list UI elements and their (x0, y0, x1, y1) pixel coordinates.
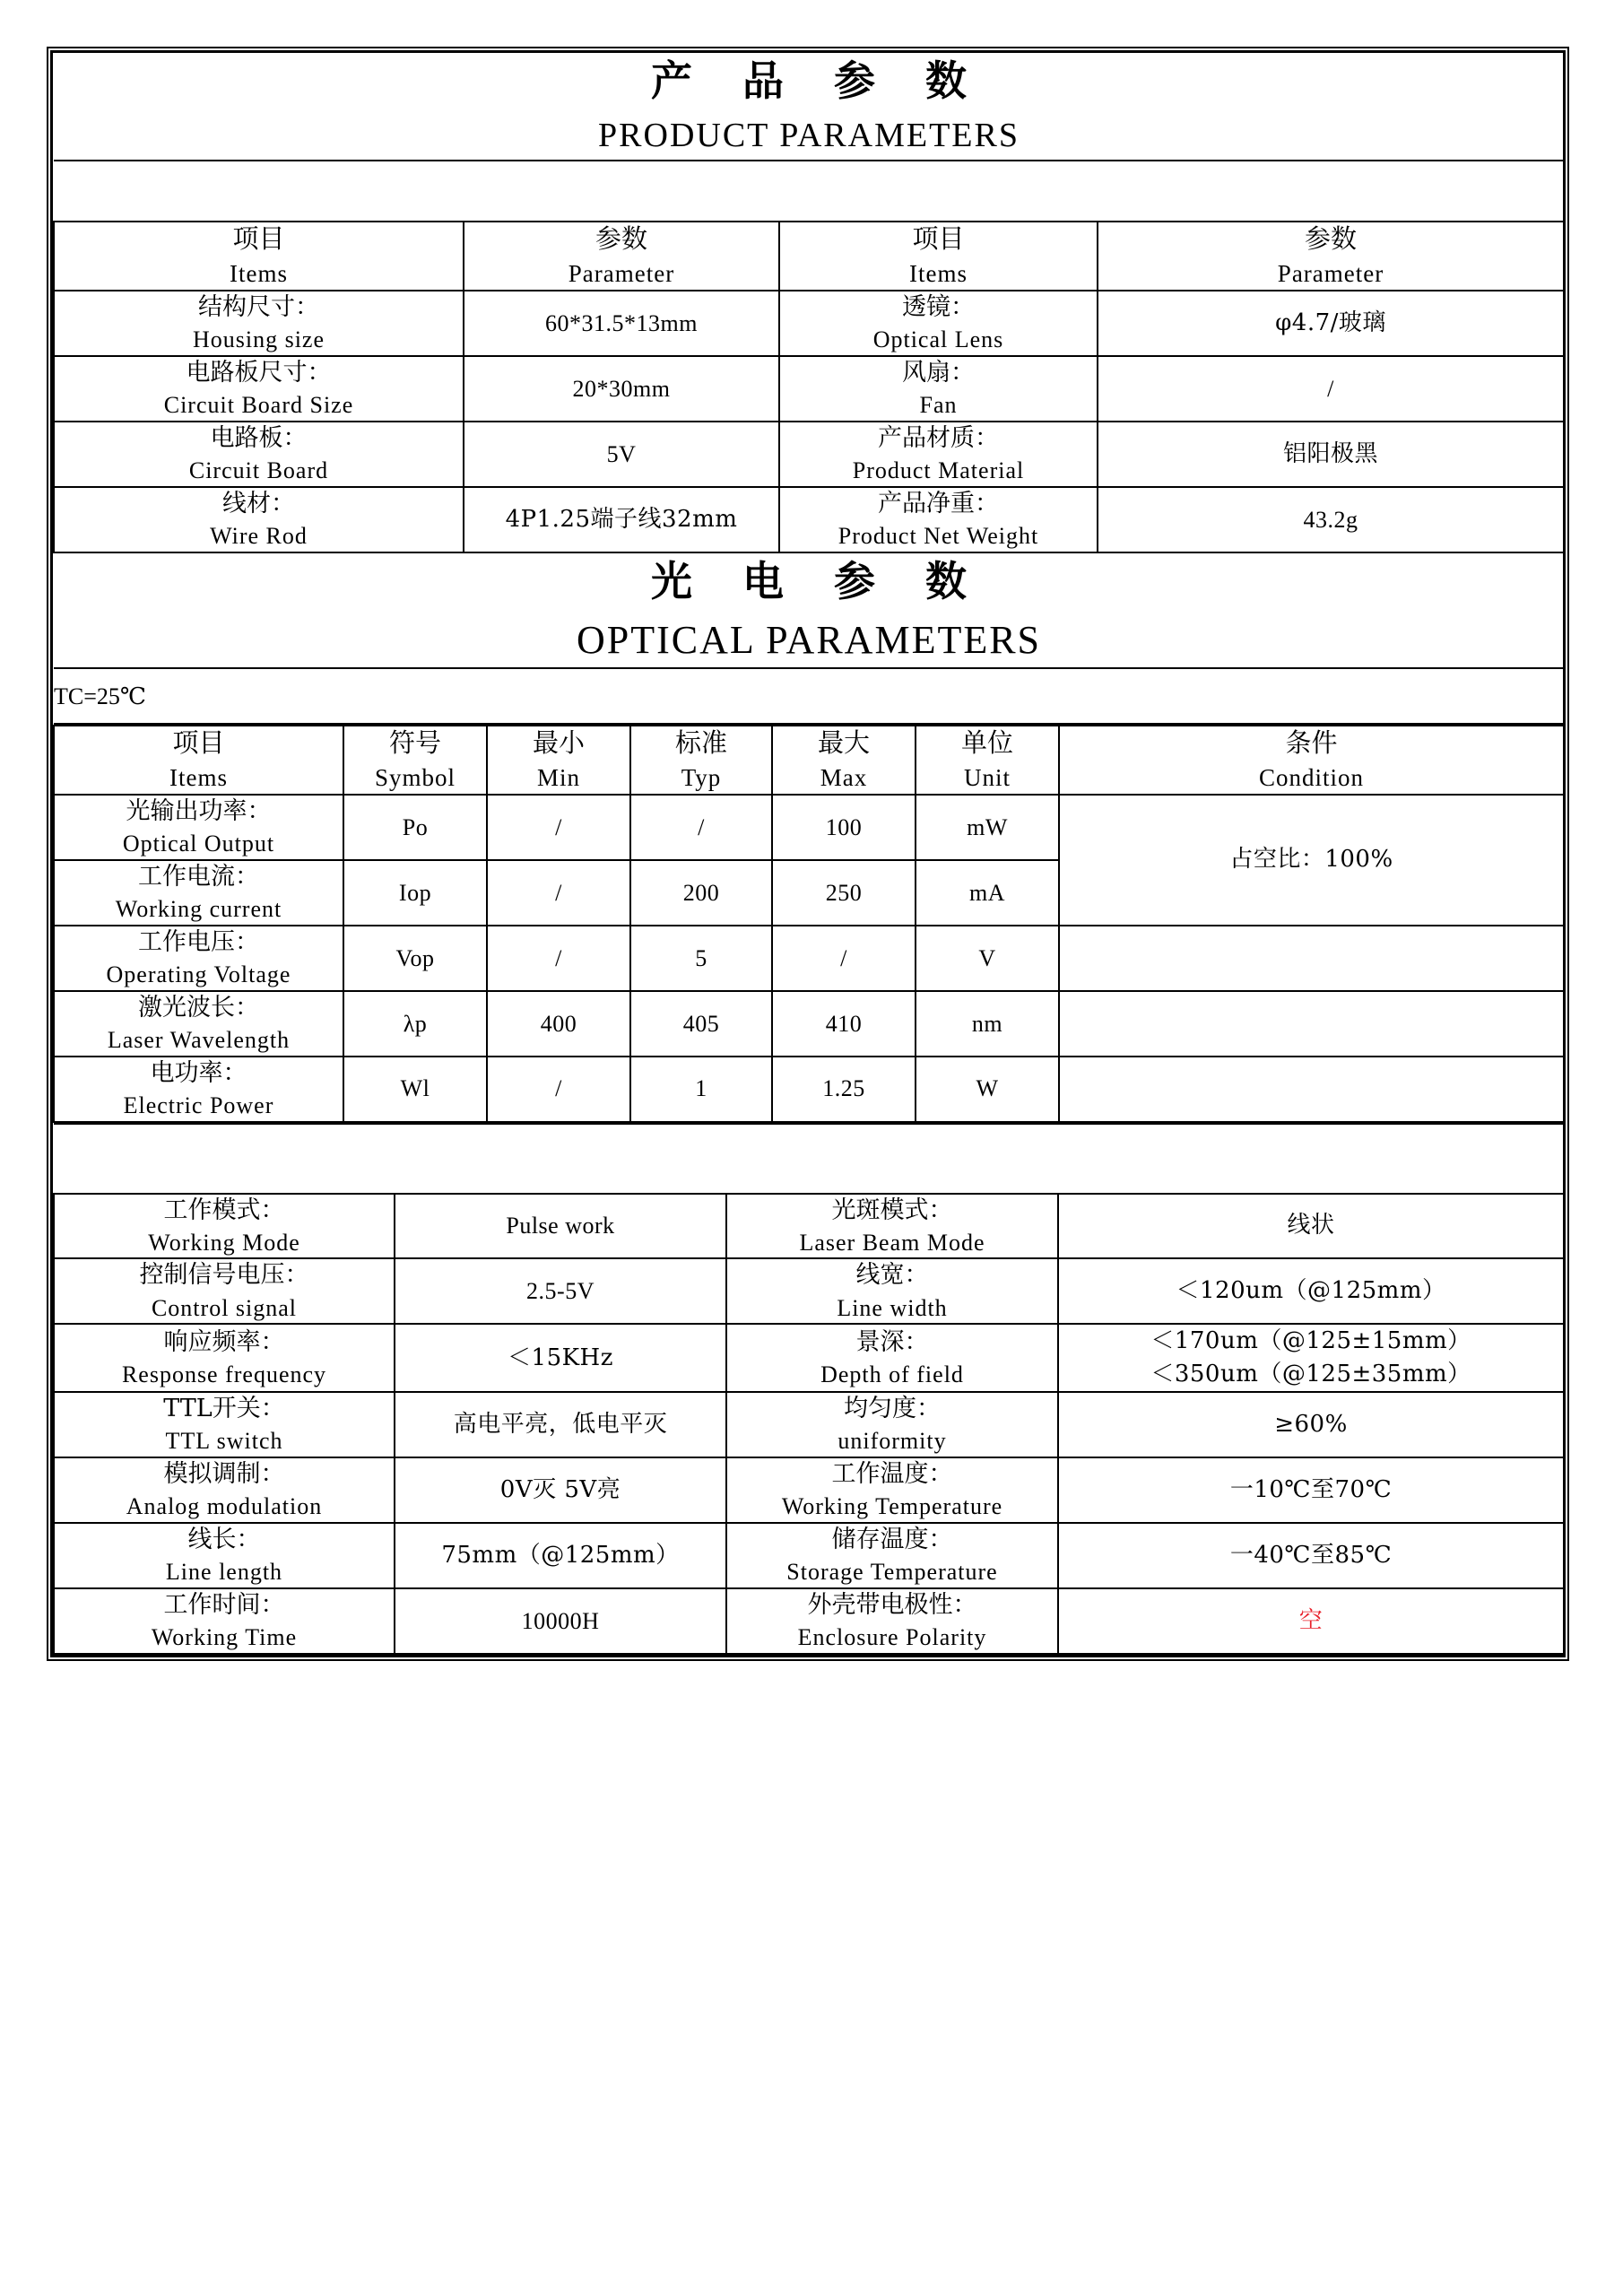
optical-typ-wavelength: 405 (630, 991, 772, 1057)
optical-min-vop: / (487, 926, 630, 991)
optical-symbol-wl: Wl (343, 1057, 487, 1122)
tc-note-row (54, 668, 1564, 724)
feature-value-response-frequency: ＜15KHz (395, 1324, 726, 1392)
feature-value-control-signal: 2.5-5V (395, 1258, 726, 1324)
optical-max-po: 100 (772, 795, 916, 860)
optical-unit-power: W (916, 1057, 1059, 1122)
table-row (54, 795, 1564, 860)
depth-of-field-line-1: ＜170um（@125±15mm） (1150, 1327, 1471, 1355)
optical-banner-row (54, 552, 1564, 669)
row-value-product-net-weight: 43.2g (1098, 487, 1564, 552)
product-title-en: PRODUCT PARAMETERS (598, 117, 1020, 155)
row-label-optical-lens: 透镜： Optical Lens (779, 291, 1098, 356)
optical-header-items: 项目 Items (54, 726, 343, 795)
optical-typ-po: / (630, 795, 772, 860)
feature-value-working-mode: Pulse work (395, 1194, 726, 1259)
optical-condition-empty-1 (1059, 926, 1564, 991)
optical-unit-po: mW (916, 795, 1059, 860)
spacer-row (54, 1124, 1564, 1194)
table-row (54, 356, 1564, 422)
feature-value-line-width: ＜120um（@125mm） (1058, 1258, 1564, 1324)
row-label-wire-rod: 线材： Wire Rod (54, 487, 464, 552)
optical-max-iop: 250 (772, 860, 916, 926)
feature-label-control-signal: 控制信号电压： Control signal (54, 1258, 395, 1324)
feature-label-storage-temperature: 储存温度： Storage Temperature (726, 1523, 1058, 1588)
optical-min-iop: / (487, 860, 630, 926)
optical-condition-empty-2 (1059, 991, 1564, 1057)
optical-condition-value: 占空比：100% (1059, 795, 1564, 926)
document-frame (50, 50, 1566, 1657)
feature-label-working-mode: 工作模式： Working Mode (54, 1194, 395, 1259)
table-row (54, 1457, 1564, 1523)
table-row (54, 422, 1564, 487)
row-label-circuit-board: 电路板： Circuit Board (54, 422, 464, 487)
optical-parameters-banner (54, 552, 1564, 669)
optical-label-optical-output: 光输出功率： Optical Output (54, 795, 343, 860)
feature-label-line-length: 线长： Line length (54, 1523, 395, 1588)
table-header-row (54, 222, 1564, 291)
feature-value-working-time: 10000H (395, 1588, 726, 1654)
header-parameter-2 (1098, 222, 1564, 291)
feature-label-ttl-switch: TTL开关： TTL switch (54, 1392, 395, 1457)
header-parameter-1-en: Parameter (568, 259, 675, 287)
header-items-1-cn: 项目 (232, 223, 285, 255)
feature-table (53, 1123, 1565, 1655)
optical-header-max: 最大 Max (772, 726, 916, 795)
product-title-cn: 产 品 参 数 (650, 57, 985, 105)
table-row (54, 1194, 1564, 1259)
table-row (54, 291, 1564, 356)
feature-label-line-width: 线宽： Line width (726, 1258, 1058, 1324)
table-row (54, 1057, 1564, 1122)
spacer-cell (54, 161, 1564, 222)
row-label-fan: 风扇： Fan (779, 356, 1098, 422)
optical-typ-power: 1 (630, 1057, 772, 1122)
feature-label-working-temperature: 工作温度： Working Temperature (726, 1457, 1058, 1523)
feature-value-line-length: 75mm（@125mm） (395, 1523, 726, 1588)
table-row (54, 1324, 1564, 1392)
optical-header-unit: 单位 Unit (916, 726, 1059, 795)
optical-symbol-lambda-p: λp (343, 991, 487, 1057)
row-value-wire-rod: 4P1.25端子线32mm (464, 487, 779, 552)
optical-unit-vop: V (916, 926, 1059, 991)
table-row (54, 926, 1564, 991)
table-row (54, 1588, 1564, 1654)
optical-min-wavelength: 400 (487, 991, 630, 1057)
spacer-cell (54, 1124, 1564, 1194)
header-parameter-2-en: Parameter (1277, 259, 1384, 287)
feature-value-depth-of-field (1058, 1324, 1564, 1392)
row-value-housing-size: 60*31.5*13mm (464, 291, 779, 356)
optical-label-electric-power: 电功率： Electric Power (54, 1057, 343, 1122)
row-value-circuit-board: 5V (464, 422, 779, 487)
optical-header-symbol: 符号 Symbol (343, 726, 487, 795)
feature-value-working-temperature: 一10℃至70℃ (1058, 1457, 1564, 1523)
optical-unit-wavelength: nm (916, 991, 1059, 1057)
optical-unit-iop: mA (916, 860, 1059, 926)
optical-header-min: 最小 Min (487, 726, 630, 795)
optical-title-en: OPTICAL PARAMETERS (576, 617, 1042, 662)
header-items-1 (54, 222, 464, 291)
feature-label-depth-of-field: 景深： Depth of field (726, 1324, 1058, 1392)
table-row (54, 1523, 1564, 1588)
feature-value-analog-modulation: 0V灭 5V亮 (395, 1457, 726, 1523)
feature-value-storage-temperature: 一40℃至85℃ (1058, 1523, 1564, 1588)
feature-value-laser-beam-mode: 线状 (1058, 1194, 1564, 1259)
optical-title-cn: 光 电 参 数 (650, 556, 985, 605)
header-items-2 (779, 222, 1098, 291)
feature-label-laser-beam-mode: 光斑模式： Laser Beam Mode (726, 1194, 1058, 1259)
row-label-circuit-board-size: 电路板尺寸： Circuit Board Size (54, 356, 464, 422)
product-banner-row (54, 53, 1564, 161)
spacer-row (54, 161, 1564, 222)
optical-header-row (54, 726, 1564, 795)
optical-max-power: 1.25 (772, 1057, 916, 1122)
optical-label-working-current: 工作电流： Working current (54, 860, 343, 926)
optical-condition-empty-3 (1059, 1057, 1564, 1122)
header-items-1-en: Items (230, 259, 288, 287)
header-items-2-cn: 项目 (912, 223, 965, 255)
depth-of-field-line-2: ＜350um（@125±35mm） (1150, 1361, 1471, 1388)
optical-label-laser-wavelength: 激光波长： Laser Wavelength (54, 991, 343, 1057)
table-row (54, 487, 1564, 552)
row-label-product-net-weight: 产品净重： Product Net Weight (779, 487, 1098, 552)
row-value-fan: / (1098, 356, 1564, 422)
feature-label-analog-modulation: 模拟调制： Analog modulation (54, 1457, 395, 1523)
product-parameters-table (53, 53, 1565, 725)
optical-header-typ: 标准 Typ (630, 726, 772, 795)
optical-symbol-vop: Vop (343, 926, 487, 991)
optical-header-condition: 条件 Condition (1059, 726, 1564, 795)
product-parameters-banner (54, 53, 1564, 161)
optical-parameters-table (53, 725, 1565, 1122)
tc-note: TC=25℃ (54, 668, 1564, 724)
optical-typ-iop: 200 (630, 860, 772, 926)
feature-label-working-time: 工作时间： Working Time (54, 1588, 395, 1654)
header-parameter-1-cn: 参数 (595, 223, 647, 255)
row-value-optical-lens: φ4.7/玻璃 (1098, 291, 1564, 356)
header-parameter-2-cn: 参数 (1305, 223, 1358, 255)
optical-max-vop: / (772, 926, 916, 991)
table-row (54, 1258, 1564, 1324)
optical-symbol-po: Po (343, 795, 487, 860)
feature-label-response-frequency: 响应频率： Response frequency (54, 1324, 395, 1392)
optical-typ-vop: 5 (630, 926, 772, 991)
row-value-circuit-board-size: 20*30mm (464, 356, 779, 422)
feature-label-uniformity: 均匀度： uniformity (726, 1392, 1058, 1457)
optical-max-wavelength: 410 (772, 991, 916, 1057)
row-label-product-material: 产品材质： Product Material (779, 422, 1098, 487)
table-row (54, 991, 1564, 1057)
feature-value-uniformity: ≥60% (1058, 1392, 1564, 1457)
table-row (54, 1392, 1564, 1457)
optical-symbol-iop: Iop (343, 860, 487, 926)
feature-label-enclosure-polarity: 外壳带电极性： Enclosure Polarity (726, 1588, 1058, 1654)
row-value-product-material: 铝阳极黑 (1098, 422, 1564, 487)
optical-label-operating-voltage: 工作电压： Operating Voltage (54, 926, 343, 991)
row-label-housing-size: 结构尺寸： Housing size (54, 291, 464, 356)
feature-value-enclosure-polarity: 空 (1058, 1588, 1564, 1654)
optical-min-power: / (487, 1057, 630, 1122)
header-parameter-1 (464, 222, 779, 291)
feature-value-ttl-switch: 高电平亮，低电平灭 (395, 1392, 726, 1457)
header-items-2-en: Items (909, 259, 968, 287)
optical-min-po: / (487, 795, 630, 860)
